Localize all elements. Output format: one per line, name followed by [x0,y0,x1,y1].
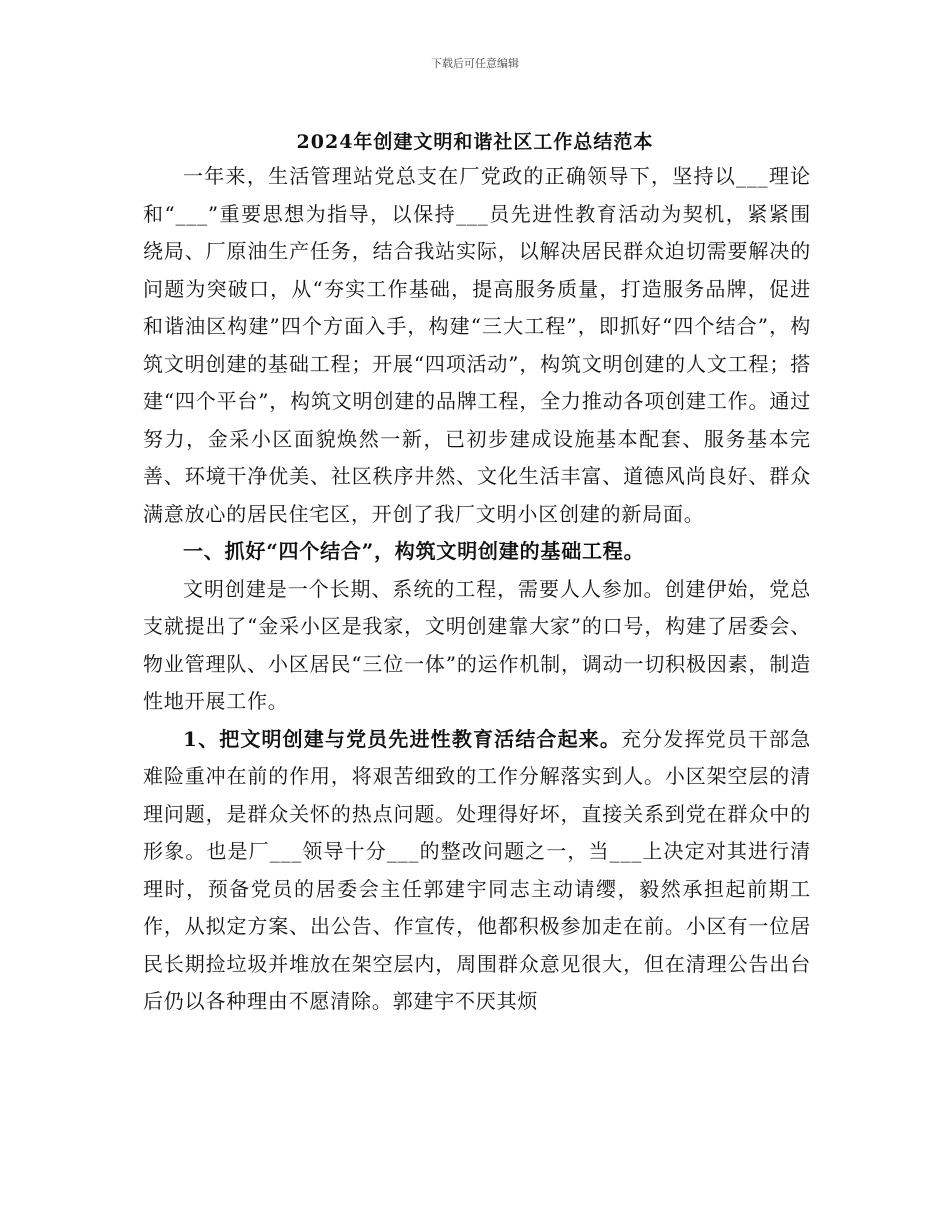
section-heading-1: 一、抓好“四个结合”，构筑文明创建的基础工程。 [183,539,645,563]
item-1-body: 充分发挥党员干部急难险重冲在前的作用，将艰苦细致的工作分解落实到人。小区架空层的清理问题，是群众关怀的热点问题。处理得好坏，直接关系到党在群众中的形象。也是厂___领导十分___的整改问题之一，当___上决定对其进行清理时，预备党员的居委会主任郭建宇同志主动请缨，毅然承担起前期工作，从拟定方案、出公告、作宣传，他都积极参加走在前。小区有一位居民长期捡垃圾并堆放在架空层内，周围群众意见很大，但在清理公告出台后仍以各种理由不愿清除。郭建宇不厌其烦 [143,726,811,1013]
item-1-lead: 1、把文明创建与党员先进性教育活结合起来。 [183,726,622,751]
header-note: 下载后可任意编辑 [431,57,519,70]
paragraph-section-1: 文明创建是一个长期、系统的工程，需要人人参加。创建伊始，党总支就提出了“金采小区是我家，文明创建靠大家”的口号，构建了居委会、物业管理队、小区居民“三位一体”的运作机制，调动一切积极因素，制造性地开展工作。 [143,576,811,713]
paragraph-item-1 [143,721,811,1021]
paragraph-intro: 一年来，生活管理站党总支在厂党政的正确领导下，坚持以___理论和“___”重要思想为指导，以保持___员先进性教育活动为契机，紧紧围绕局、厂原油生产任务，结合我站实际，以解决居民群众迫切需要解决的问题为突破口，从“夯实工作基础，提高服务质量，打造服务品牌，促进和谐油区构建”四个方面入手，构建“三大工程”，即抓好“四个结合”，构筑文明创建的基础工程；开展“四项活动”，构筑文明创建的人文工程；搭建“四个平台”，构筑文明创建的品牌工程，全力推动各项创建工作。通过努力，金采小区面貌焕然一新，已初步建成设施基本配套、服务基本完善、环境干净优美、社区秩序井然、文化生活丰富、道德风尚良好、群众满意放心的居民住宅区，开创了我厂文明小区创建的新局面。 [143,164,811,526]
document-title: 2024年创建文明和谐社区工作总结范本 [296,131,654,153]
document-body [143,158,811,1021]
